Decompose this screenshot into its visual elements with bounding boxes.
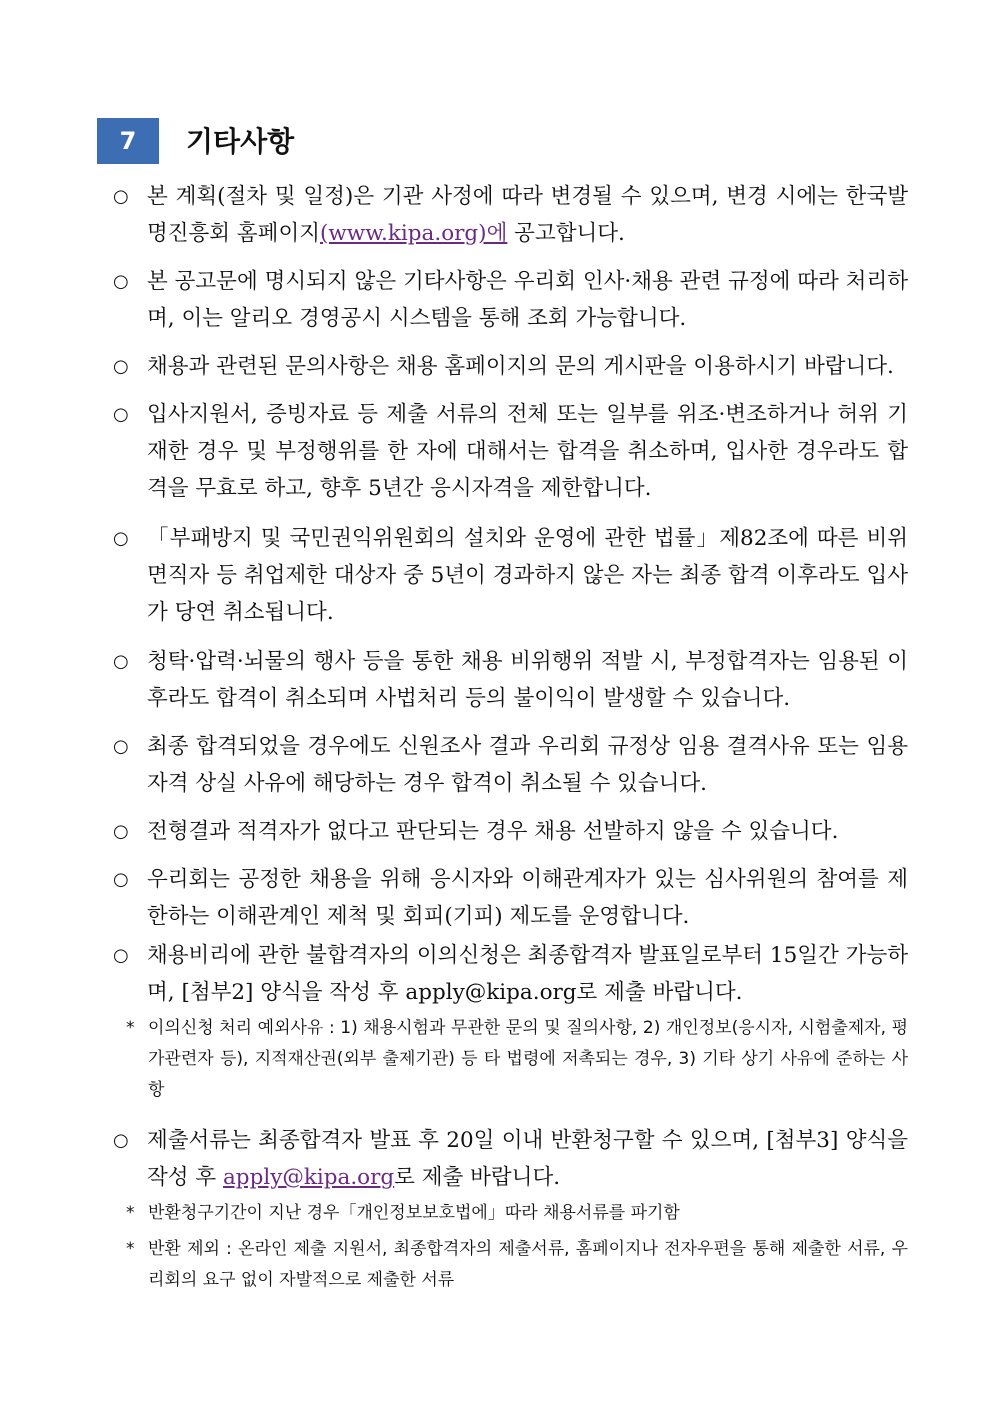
bullet-icon: ○ xyxy=(113,186,129,207)
list-item-text: 「부패방지 및 국민권익위원회의 설치와 운영에 관한 법률」제82조에 따른 비위면직자 등 취업제한 대상자 중 5년이 경과하지 않은 자는 최종 합격 이후라도 입사가 당연 취소됩니다. xyxy=(147,526,908,625)
list-item-text: 우리회는 공정한 채용을 위해 응시자와 이해관계자가 있는 심사위원의 참여를 제한하는 이해관계인 제척 및 회피(기피) 제도를 운영합니다. xyxy=(147,867,908,929)
bullet-icon: ○ xyxy=(113,271,129,292)
asterisk-icon: * xyxy=(126,1239,135,1259)
note-item xyxy=(126,1013,908,1106)
list-item xyxy=(113,813,908,850)
bullet-icon: ○ xyxy=(113,528,129,549)
bullet-icon: ○ xyxy=(113,1130,129,1151)
section-number-badge: 7 xyxy=(97,118,159,164)
bullet-icon: ○ xyxy=(113,869,129,890)
list-item xyxy=(113,348,908,385)
list-item xyxy=(113,520,908,631)
list-item-text: 제출서류는 최종합격자 발표 후 20일 이내 반환청구할 수 있으며, [첨부3] 양식을 작성 후 apply@kipa.org로 제출 바랍니다. xyxy=(147,1128,908,1190)
section-title: 기타사항 xyxy=(186,125,295,158)
bullet-icon: ○ xyxy=(113,821,129,842)
list-item-text: 입사지원서, 증빙자료 등 제출 서류의 전체 또는 일부를 위조·변조하거나 허위 기재한 경우 및 부정행위를 한 자에 대해서는 합격을 취소하며, 입사한 경우라도 합격을 무효로 하고, 향후 5년간 응시자격을 제한합니다. xyxy=(147,402,908,501)
note-text: 반환 제외 : 온라인 제출 지원서, 최종합격자의 제출서류, 홈페이지나 전자우편을 통해 제출한 서류, 우리회의 요구 없이 자발적으로 제출한 서류 xyxy=(148,1239,908,1290)
bullet-icon: ○ xyxy=(113,945,129,966)
homepage-link[interactable]: (www.kipa.org)에 xyxy=(320,221,508,246)
list-item xyxy=(113,178,908,252)
list-item xyxy=(113,263,908,337)
list-item xyxy=(113,643,908,717)
asterisk-icon: * xyxy=(126,1018,135,1038)
list-item-text: 본 계획(절차 및 일정)은 기관 사정에 따라 변경될 수 있으며, 변경 시에는 한국발명진흥회 홈페이지(www.kipa.org)에 공고합니다. xyxy=(147,184,908,246)
bullet-icon: ○ xyxy=(113,736,129,757)
note-item xyxy=(126,1198,908,1229)
bullet-icon: ○ xyxy=(113,404,129,425)
list-item-text: 채용과 관련된 문의사항은 채용 홈페이지의 문의 게시판을 이용하시기 바랍니다. xyxy=(147,354,894,379)
list-item-text: 청탁·압력·뇌물의 행사 등을 통한 채용 비위행위 적발 시, 부정합격자는 임용된 이후라도 합격이 취소되며 사법처리 등의 불이익이 발생할 수 있습니다. xyxy=(147,649,908,711)
bullet-icon: ○ xyxy=(113,651,129,672)
email-link[interactable]: apply@kipa.org xyxy=(222,1165,395,1190)
asterisk-icon: * xyxy=(126,1203,135,1223)
list-item-text: 본 공고문에 명시되지 않은 기타사항은 우리회 인사·채용 관련 규정에 따라 처리하며, 이는 알리오 경영공시 시스템을 통해 조회 가능합니다. xyxy=(147,269,908,331)
list-item xyxy=(113,728,908,802)
list-item xyxy=(113,396,908,507)
list-item xyxy=(113,937,908,1011)
note-text: 반환청구기간이 지난 경우「개인정보보호법에」따라 채용서류를 파기함 xyxy=(148,1203,680,1223)
note-item xyxy=(126,1234,908,1296)
note-text: 이의신청 처리 예외사유 : 1) 채용시험과 무관한 문의 및 질의사항, 2) 개인정보(응시자, 시험출제자, 평가관련자 등), 지적재산권(외부 출제기관) 등 타 법령에 저촉되는 경우, 3) 기타 상기 사유에 준하는 사항 xyxy=(148,1018,908,1100)
bullet-icon: ○ xyxy=(113,356,129,377)
list-item-text: 최종 합격되었을 경우에도 신원조사 결과 우리회 규정상 임용 결격사유 또는 임용자격 상실 사유에 해당하는 경우 합격이 취소될 수 있습니다. xyxy=(147,734,908,796)
list-item-text: 전형결과 적격자가 없다고 판단되는 경우 채용 선발하지 않을 수 있습니다. xyxy=(147,819,839,844)
list-item xyxy=(113,861,908,935)
list-item xyxy=(113,1122,908,1196)
list-item-text: 채용비리에 관한 불합격자의 이의신청은 최종합격자 발표일로부터 15일간 가능하며, [첨부2] 양식을 작성 후 apply@kipa.org로 제출 바랍니다. xyxy=(147,943,908,1005)
